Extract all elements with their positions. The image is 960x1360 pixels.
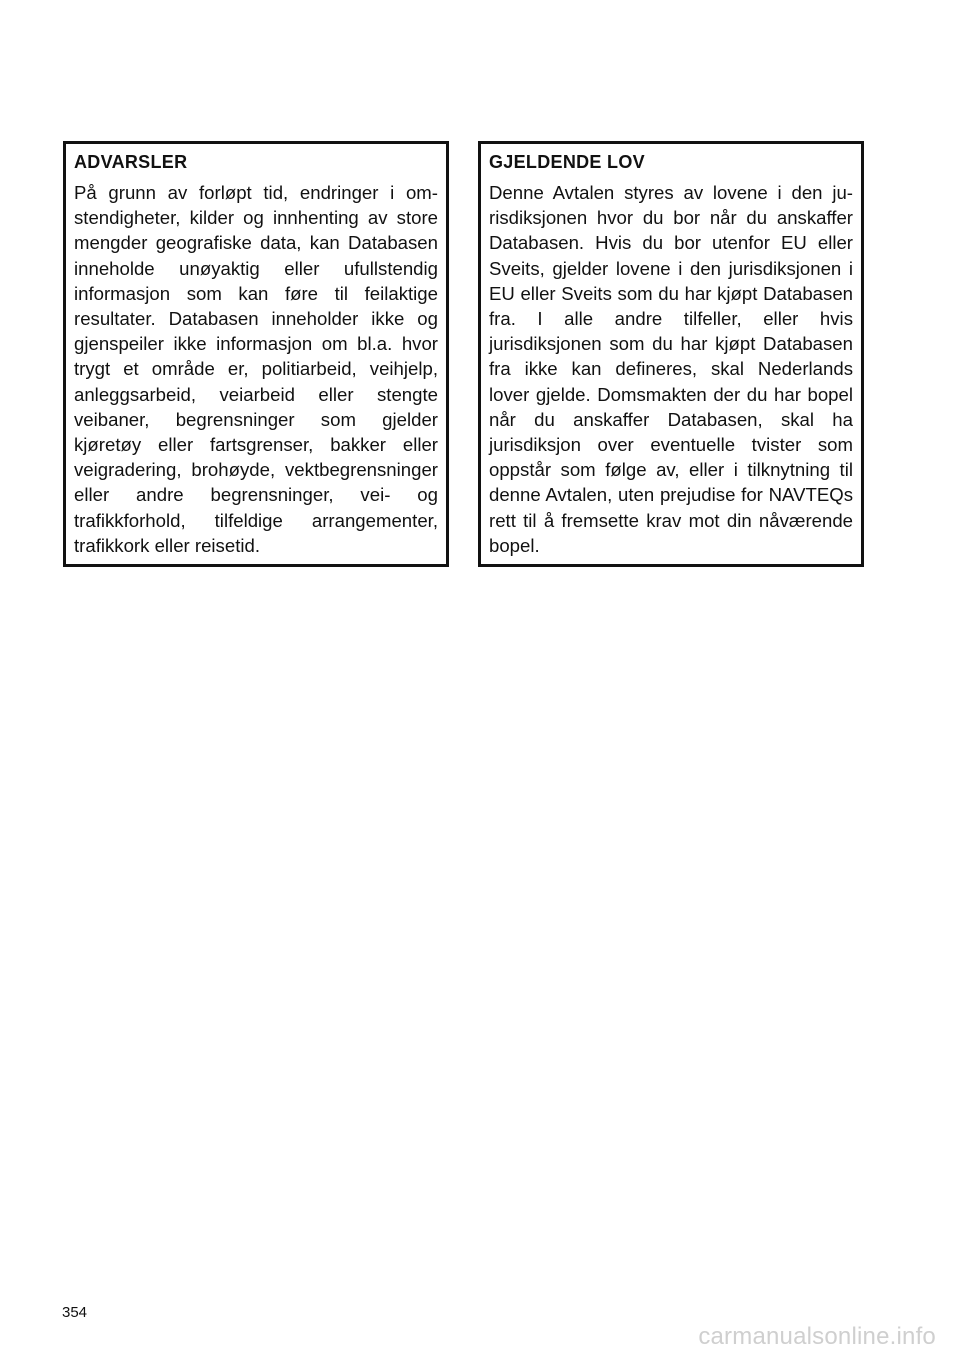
page-number: 354	[62, 1304, 88, 1321]
governing-law-box	[478, 141, 864, 567]
watermark: carmanualsonline.info	[698, 1323, 936, 1350]
warnings-text: På grunn av forløpt tid, endringer i omstendigheter, kilder og innhenting av store mengder geografiske data, kan Databasen inneholde unøyaktig eller ufullstendig informasjon som kan føre til feilaktige resultater. Databasen inneholder ikke og gjenspeiler ikke informasjon om bl.a. hvor trygt et område er, politiarbeid, veihjelp, anleggsarbeid, veiarbeid eller stengte veibaner, begrensninger som gjelder kjøretøy eller fartsgrenser, bakker eller veigradering, brohøyde, vektbegrensninger eller andre begrensninger, vei- og trafikkforhold, tilfeldige arrangementer, trafikkork eller reisetid.	[74, 182, 438, 556]
governing-law-title: GJELDENDE LOV	[489, 152, 645, 172]
governing-law-text: Denne Avtalen styres av lovene i den jurisdiksjonen hvor du bor når du anskaffer Databasen. Hvis du bor utenfor EU eller Sveits, gjelder lovene i den jurisdiksjonen i EU eller Sveits som du har kjøpt Databasen fra. I alle andre tilfeller, eller hvis jurisdiksjonen som du har kjøpt Databasen fra ikke kan defineres, skal Nederlands lover gjelde. Domsmakten der du har bopel når du anskaffer Databasen, skal ha jurisdiksjon over eventuelle tvister som oppstår som følge av, eller i tilknytning til denne Avtalen, uten prejudise for NAVTEQs rett til å fremsette krav mot din nåværende bopel.	[489, 182, 853, 556]
warnings-box	[63, 141, 449, 567]
warnings-title: ADVARSLER	[74, 152, 188, 172]
